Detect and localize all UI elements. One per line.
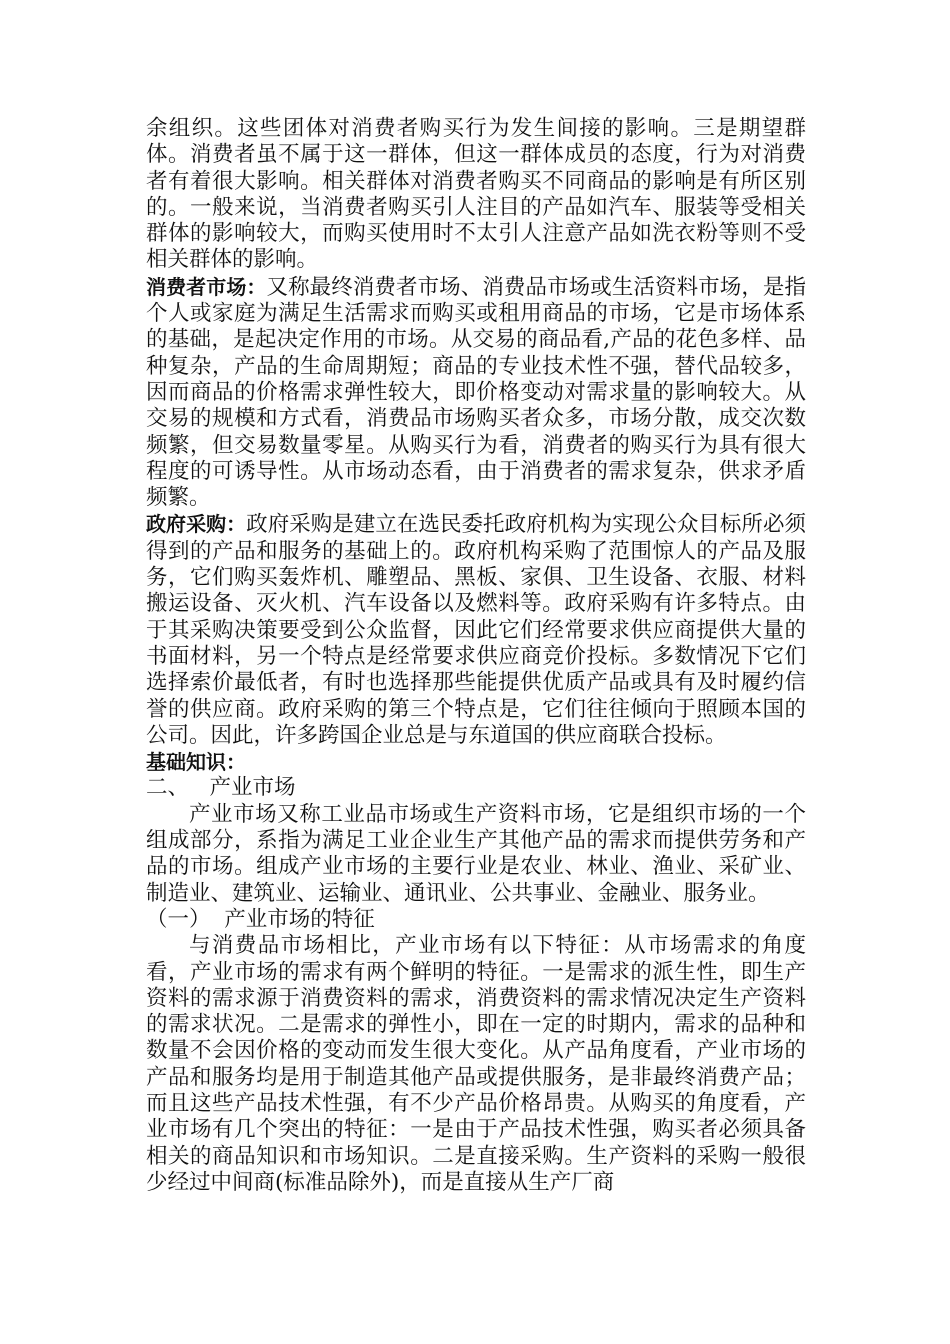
subsection-1-title: 产业市场的特征 bbox=[224, 906, 375, 932]
subsection-1-paragraph: 与消费品市场相比，产业市场有以下特征：从市场需求的角度看，产业市场的需求有两个鲜明的特征。一是需求的派生性，即生产资料的需求源于消费资料的需求，消费资料的需求情况决定生产资料的需求状况。二是需求的弹性小，即在一定的时期内，需求的品种和数量不会因价格的变动而发生很大变化。从产品角度看，产业市场的产品和服务均是用于制造其他产品或提供服务，是非最终消费产品；而且这些产品技术性强，有不少产品价格昂贵。从购买的角度看，产业市场有几个突出的特征：一是由于产品技术性强，购买者必须具备相关的商品知识和市场知识。二是直接采购。生产资料的采购一般很少经过中间商(标准品除外)，而是直接从生产厂商 bbox=[146, 933, 806, 1195]
subsection-1-number: （一） bbox=[146, 906, 211, 932]
document-page bbox=[146, 116, 806, 1196]
basics-heading: 基础知识： bbox=[146, 750, 246, 775]
paragraph-reference-groups: 余组织。这些团体对消费者购买行为发生间接的影响。三是期望群体。消费者虽不属于这一群体，但这一群体成员的态度，行为对消费者有着很大影响。相关群体对消费者购买不同商品的影响是有所区别的。一般来说，当消费者购买引人注目的产品如汽车、服装等受相关群体的影响较大，而购买使用时不太引人注意产品如洗衣粉等则不受相关群体的影响。 bbox=[146, 116, 806, 273]
term-consumer-market: 消费者市场： bbox=[146, 274, 267, 299]
government-purchase-text: 政府采购是建立在选民委托政府机构为实现公众目标所必须得到的产品和服务的基础上的。政府机构采购了范围惊人的产品及服务，它们购买轰炸机、雕塑品、黑板、家俱、卫生设备、衣服、材料搬运设备、灭火机、汽车设备以及燃料等。政府采购有许多特点。由于其采购决策要受到公众监督，因此它们经常要求供应商提供大量的书面材料，另一个特点是经常要求供应商竞价投标。多数情况下它们选择索价最低者，有时也选择那些能提供优质产品或具有及时履约信誉的供应商。政府采购的第三个特点是，它们往往倾向于照顾本国的公司。因此，许多跨国企业总是与东道国的供应商联合投标。 bbox=[146, 512, 806, 748]
term-government-purchase: 政府采购： bbox=[146, 512, 247, 537]
section-2-heading bbox=[146, 775, 806, 801]
paragraph-consumer-market bbox=[146, 274, 806, 512]
paragraph-government-purchase bbox=[146, 511, 806, 749]
section-2-title: 产业市场 bbox=[209, 775, 296, 801]
consumer-market-text: 又称最终消费者市场、消费品市场或生活资料市场，是指个人或家庭为满足生活需求而购买或租用商品的市场，它是市场体系的基础，是起决定作用的市场。从交易的商品看,产品的花色多样、品种复杂，产品的生命周期短；商品的专业技术性不强，替代品较多，因而商品的价格需求弹性较大，即价格变动对需求量的影响较大。从交易的规模和方式看，消费品市场购买者众多，市场分散，成交次数频繁，但交易数量零星。从购买行为看，消费者的购买行为具有很大程度的可诱导性。从市场动态看，由于消费者的需求复杂，供求矛盾频繁。 bbox=[146, 274, 806, 511]
section-2-paragraph: 产业市场又称工业品市场或生产资料市场，它是组织市场的一个组成部分，系指为满足工业企业生产其他产品的需求而提供劳务和产品的市场。组成产业市场的主要行业是农业、林业、渔业、采矿业、制造业、建筑业、运输业、通讯业、公共事业、金融业、服务业。 bbox=[146, 801, 806, 906]
subsection-1-heading bbox=[146, 907, 806, 933]
section-2-number: 二、 bbox=[146, 775, 190, 801]
